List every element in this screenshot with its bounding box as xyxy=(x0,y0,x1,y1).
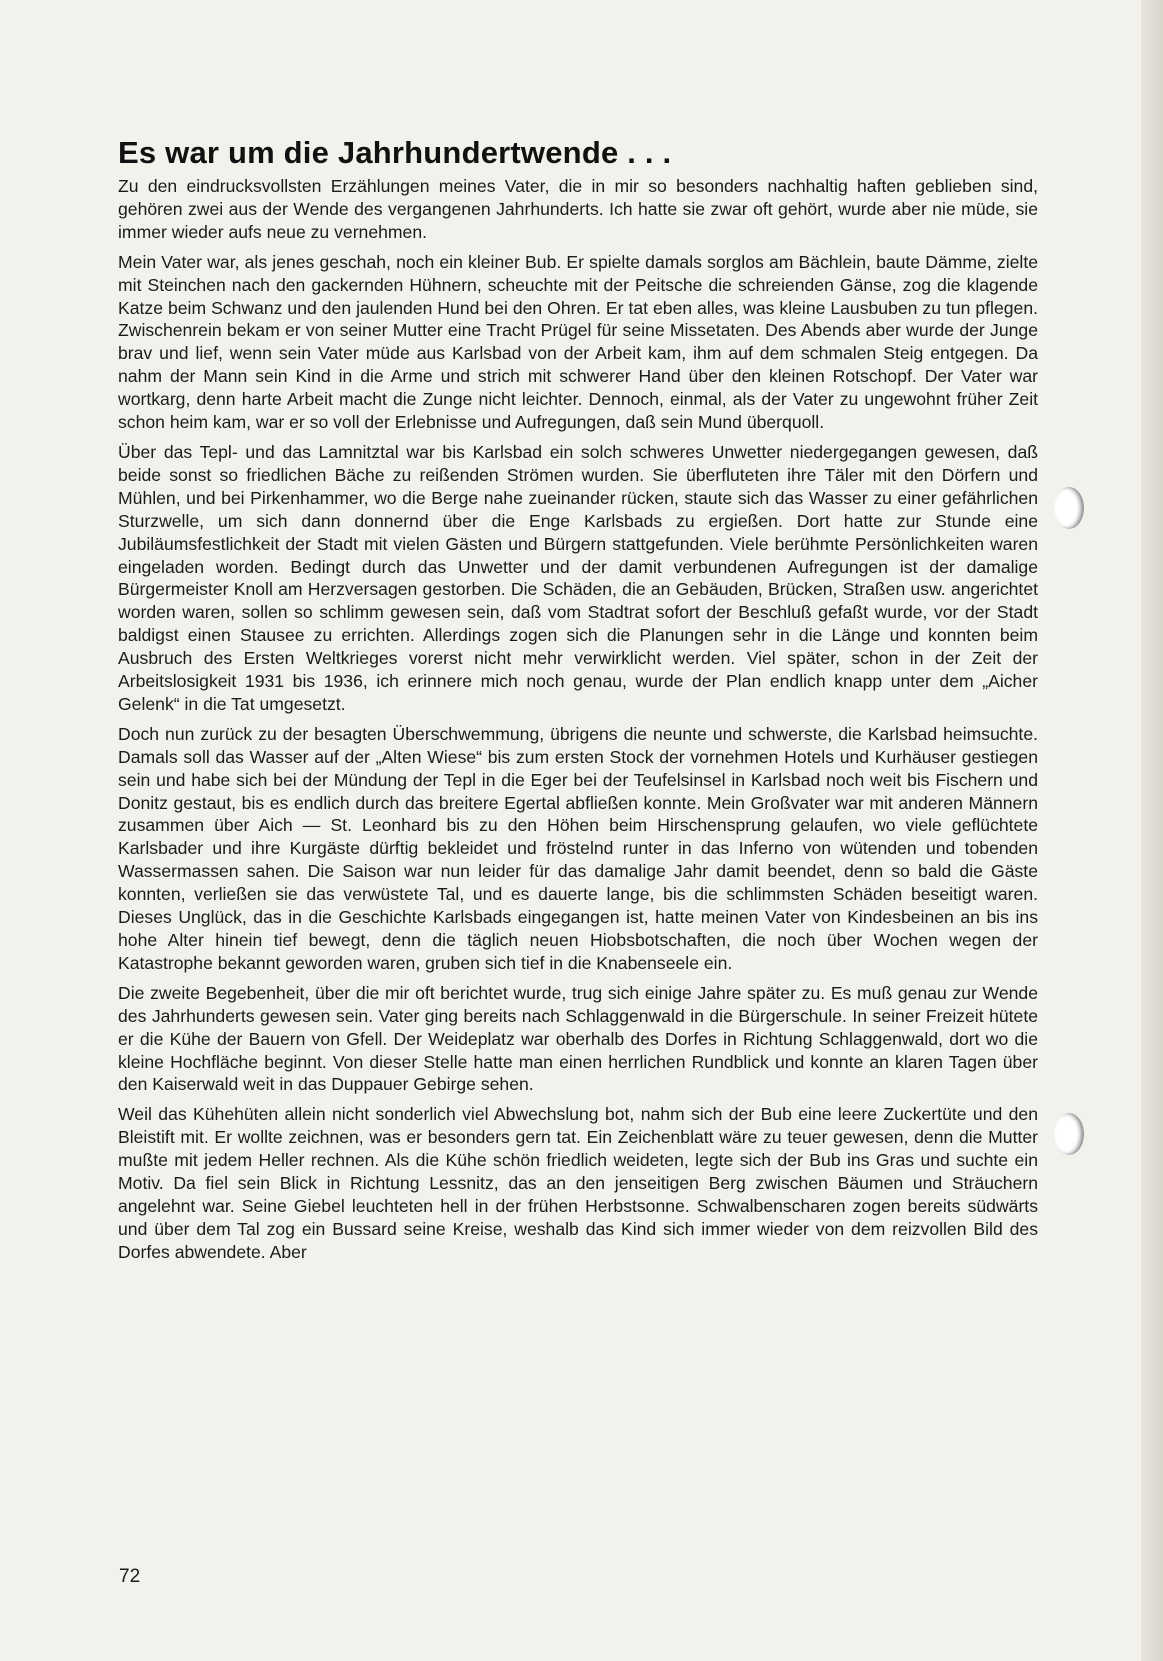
punch-hole xyxy=(1054,1113,1084,1155)
punch-hole xyxy=(1054,487,1084,529)
paragraph: Die zweite Begebenheit, über die mir oft berichtet wurde, trug sich einige Jahre später zu. Es muß genau zur Wende des Jahrhunderts gewesen sein. Vater ging bereits nach Schlaggenwald in die Bürgerschule. In seiner Freizeit hütete er die Kühe der Bauern von Gfell. Der Weideplatz war oberhalb des Dorfes in Richtung Schlaggenwald, dort wo die kleine Hochfläche beginnt. Von dieser Stelle hatte man einen herrlichen Rundblick und konnte an klaren Tagen über den Kaiserwald weit in das Duppauer Gebirge sehen. xyxy=(118,982,1038,1095)
paragraph: Weil das Kühehüten allein nicht sonderlich viel Abwechslung bot, nahm sich der Bub eine leere Zuckertüte und den Bleistift mit. Er wollte zeichnen, was er besonders gern tat. Ein Zeichenblatt wäre zu teuer gewesen, denn die Mutter mußte mit jedem Heller rechnen. Als die Kühe schön friedlich weideten, legte sich der Bub ins Gras und suchte ein Motiv. Da fiel sein Blick in Richtung Lessnitz, das an den jenseitigen Berg zwischen Bäumen und Sträuchern angelehnt war. Seine Giebel leuchteten hell in der frühen Herbstsonne. Schwalbenscharen zogen bereits südwärts und über dem Tal zog ein Bussard seine Kreise, weshalb das Kind sich immer wieder von dem reizvollen Bild des Dorfes abwendete. Aber xyxy=(118,1104,1038,1262)
page-edge xyxy=(1141,0,1163,1661)
paragraph: Doch nun zurück zu der besagten Überschwemmung, übrigens die neunte und schwerste, die Karlsbad heimsuchte. Damals soll das Wasser auf der „Alten Wiese“ bis zum ersten Stock der vornehmen Hotels und Kurhäuser gestiegen sein und habe sich bei der Mündung der Tepl in die Eger bei der Teufelsinsel in Karlsbad noch weit bis Fischern und Donitz gestaut, bis es endlich durch das breitere Egertal abfließen konnte. Mein Großvater war mit anderen Männern zusammen über Aich — St. Leonhard bis zu den Höhen beim Hirschensprung gelaufen, wo viele geflüchtete Karlsbader und ihre Kurgäste dürftig bekleidet und fröstelnd runter in das Inferno von wütenden und tobenden Wassermassen sahen. Die Saison war nun leider für das damalige Jahr damit beendet, denn so bald die Gäste konnten, verließen sie das verwüstete Tal, und es dauerte lange, bis die schlimmsten Schäden beseitigt waren. Dieses Unglück, das in die Geschichte Karlsbads eingegangen ist, hatte meinen Vater von Kindesbeinen an bis ins hohe Alter hinein tief bewegt, denn die täglich neuen Hiobsbotschaften, die noch über Wochen wegen der Katastrophe bekannt geworden waren, gruben sich tief in die Knabenseele ein. xyxy=(118,723,1038,973)
paragraph: Über das Tepl- und das Lamnitztal war bis Karlsbad ein solch schweres Unwetter niedergegangen gewesen, daß beide sonst so friedlichen Bäche zu reißenden Strömen wurden. Sie überfluteten ihre Täler mit den Dörfern und Mühlen, und bei Pirkenhammer, wo die Berge nahe zueinander rücken, staute sich das Wasser zu einer gefährlichen Sturzwelle, um sich dann donnernd über die Enge Karlsbads zu ergießen. Dort hatte zur Stunde eine Jubiläumsfestlichkeit der Stadt mit vielen Gästen und Bürgern stattgefunden. Viele berühmte Persönlichkeiten waren eingeladen worden. Bedingt durch das Unwetter und der damit verbundenen Aufregungen ist der damalige Bürgermeister Knoll am Herzversagen gestorben. Die Schäden, die an Gebäuden, Brücken, Straßen usw. angerichtet worden waren, sollen so schlimm gewesen sein, daß vom Stadtrat sofort der Beschluß gefaßt wurde, vor der Stadt baldigst einen Stausee zu errichten. Allerdings zogen sich die Planungen sehr in die Länge und konnten beim Ausbruch des Ersten Weltkrieges vorerst nicht mehr verwirklicht werden. Viel später, schon in der Zeit der Arbeitslosigkeit 1931 bis 1936, ich erinnere mich noch genau, wurde der Plan endlich knapp unter dem „Aicher Gelenk“ in die Tat umgesetzt. xyxy=(118,441,1038,714)
paragraph: Mein Vater war, als jenes geschah, noch ein kleiner Bub. Er spielte damals sorglos am Bächlein, baute Dämme, zielte mit Steinchen nach den gackernden Hühnern, scheuchte mit der Peitsche die schreienden Gänse, zog die klagende Katze beim Schwanz und den jaulenden Hund bei den Ohren. Er tat eben alles, was kleine Lausbuben zu tun pflegen. Zwischenrein bekam er von seiner Mutter eine Tracht Prügel für seine Missetaten. Des Abends aber wurde der Junge brav und lief, wenn sein Vater müde aus Karlsbad von der Arbeit kam, ihm auf dem schmalen Steig entgegen. Da nahm der Mann sein Kind in die Arme und strich mit schwerer Hand über den kleinen Rotschopf. Der Vater war wortkarg, denn harte Arbeit macht die Zunge nicht leichter. Dennoch, einmal, als der Vater zu ungewohnt früher Zeit schon heim kam, war er so voll der Erlebnisse und Aufregungen, daß sein Mund überquoll. xyxy=(118,251,1038,433)
page-number: 72 xyxy=(119,1566,141,1587)
body-text xyxy=(118,175,1038,1271)
chapter-title: Es war um die Jahrhundertwende . . . xyxy=(118,135,672,170)
paragraph: Zu den eindrucksvollsten Erzählungen meines Vater, die in mir so besonders nachhaltig haften geblieben sind, gehören zwei aus der Wende des vergangenen Jahrhunderts. Ich hatte sie zwar oft gehört, wurde aber nie müde, sie immer wieder aufs neue zu vernehmen. xyxy=(118,176,1038,242)
